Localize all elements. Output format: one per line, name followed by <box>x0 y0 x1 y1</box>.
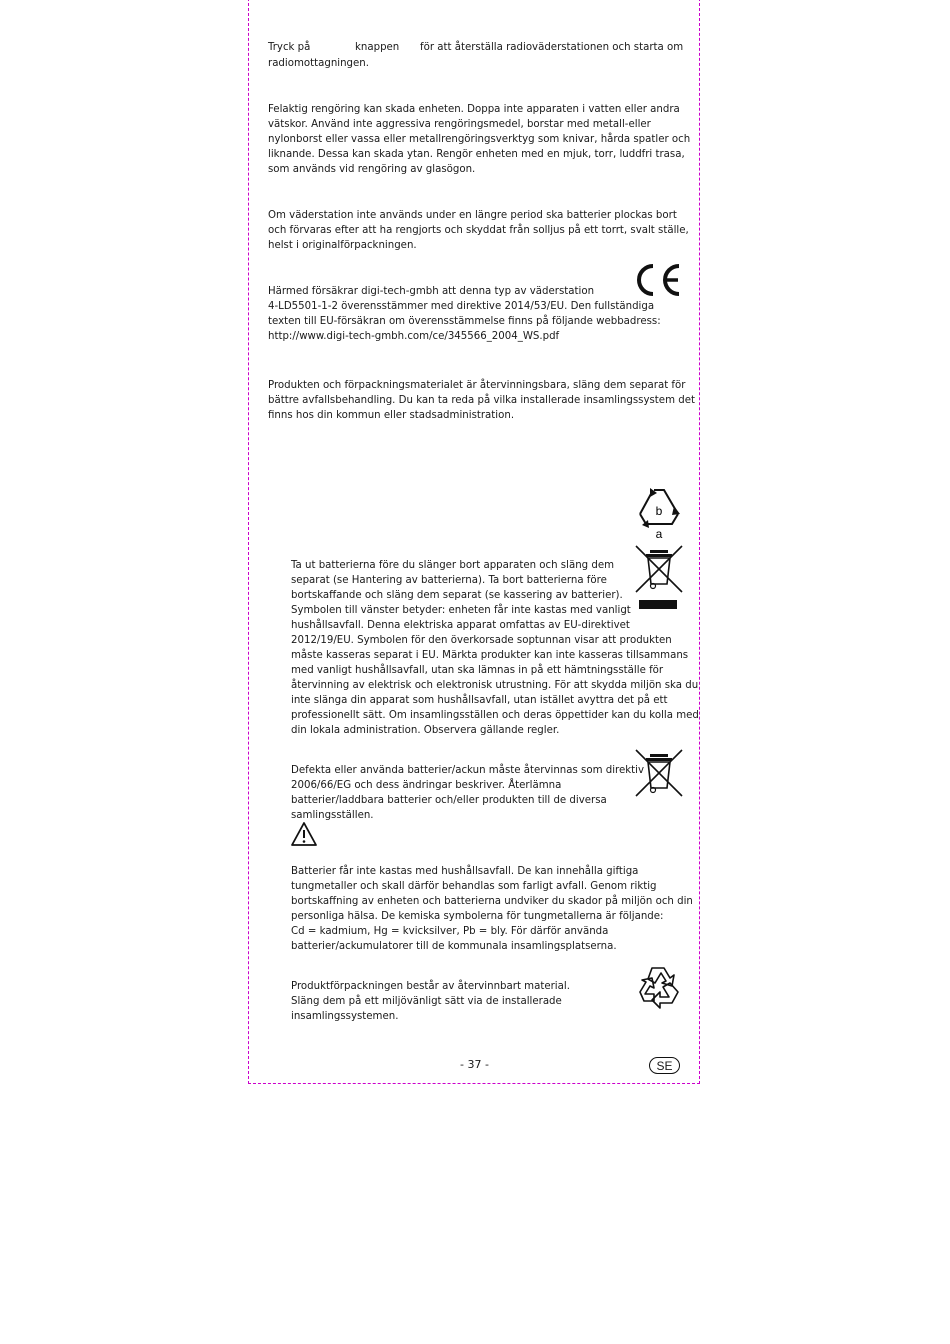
text-line: liknande. Dessa kan skada ytan. Rengör enheten med en mjuk, torr, luddfri trasa, <box>268 149 685 160</box>
crossed-bin-weee-icon <box>634 544 684 612</box>
text-line: Batterier får inte kastas med hushållsavfall. De kan innehålla giftiga <box>291 866 639 877</box>
text-line: vätskor. Använd inte aggressiva rengöringsmedel, borstar med metall-eller <box>268 119 651 130</box>
recycling-triangle-icon <box>634 484 684 544</box>
text-line: måste kasseras separat i EU. Märkta produkter kan inte kasseras tillsammans <box>291 650 689 661</box>
conformity-url: http://www.digi-tech-gmbh.com/ce/345566_2004_WS.pdf <box>268 331 560 342</box>
battery-recycling-paragraph <box>291 763 644 823</box>
text-line: tungmetaller och skall därför behandlas som farligt avfall. Genom riktig <box>291 881 657 892</box>
text-line: finns hos din kommun eller stadsadministration. <box>268 410 515 421</box>
text-line: batterier/ackumulatorer till de kommunala insamlingsplatserna. <box>291 941 617 952</box>
text-line: med vanligt hushållsavfall, utan ska lämnas in på ett hämtningsställe för <box>291 665 664 676</box>
text-line: 2006/66/EG och dess ändringar beskriver. Återlämna <box>291 780 562 791</box>
battery-disposal-paragraph <box>291 864 693 954</box>
text-line: bortskaffande och släng dem separat (se kassering av batterier). <box>291 590 623 601</box>
text-line: 4-LD5501-1-2 överensstämmer med direktive 2014/53/EU. Den fullständiga <box>268 301 655 312</box>
text-line: nylonborst eller vassa eller metallrengöringsverktyg som knivar, hårda spatler och <box>268 134 691 145</box>
text-line: separat (se Hantering av batterierna). Ta bort batterierna före <box>291 575 607 586</box>
recycling-paragraph <box>268 378 695 423</box>
text-line: hushållsavfall. Denna elektriska apparat omfattas av EU-direktivet <box>291 620 630 631</box>
recycle-label-b: b <box>655 504 663 518</box>
text-line: Släng dem på ett miljövänligt sätt via de installerade <box>291 996 562 1007</box>
text-line: Produkten och förpackningsmaterialet är återvinningsbara, släng dem separat för <box>268 380 686 391</box>
text-line: bättre avfallsbehandling. Du kan ta reda på vilka installerade insamlingssystem det <box>268 395 695 406</box>
packaging-paragraph <box>291 979 570 1024</box>
reset-instruction-suffix: för att återställa radioväderstationen och starta om <box>420 42 684 53</box>
storage-paragraph <box>268 208 689 253</box>
text-line: insamlingssystemen. <box>291 1011 399 1022</box>
text-line: Härmed försäkrar digi-tech-gmbh att denna typ av väderstation <box>268 286 595 297</box>
language-badge: SE <box>649 1057 680 1074</box>
text-line: Om väderstation inte används under en längre period ska batterier plockas bort <box>268 210 677 221</box>
text-line: Produktförpackningen består av återvinnbart material. <box>291 981 570 992</box>
text-line: bortskaffning av enheten och batterierna undviker du skador på miljön och din <box>291 896 693 907</box>
text-line: och förvaras efter att ha rengjorts och skyddat från solljus på ett torrt, svalt ställe, <box>268 225 689 236</box>
text-line: som används vid rengöring av glasögon. <box>268 164 476 175</box>
ce-mark-icon <box>634 262 684 298</box>
reset-button-word: knappen <box>355 42 400 53</box>
text-line: 2012/19/EU. Symbolen för den överkorsade soptunnan visar att produkten <box>291 635 672 646</box>
text-line: Felaktig rengöring kan skada enheten. Doppa inte apparaten i vatten eller andra <box>268 104 680 115</box>
text-line: samlingsställen. <box>291 810 374 821</box>
text-line: batterier/laddbara batterier och/eller produkten till de diversa <box>291 795 607 806</box>
warning-triangle-icon <box>290 821 318 847</box>
reset-instruction-prefix: Tryck på <box>268 42 311 53</box>
text-line: återvinning av elektrisk och elektronisk utrustning. För att skydda miljön ska du <box>291 680 699 691</box>
text-line: texten till EU-försäkran om överensstämmelse finns på följande webbadress: <box>268 316 661 327</box>
conformity-paragraph <box>268 284 661 344</box>
text-line: din lokala administration. Observera gällande regler. <box>291 725 560 736</box>
text-line: professionellt sätt. Om insamlingsställen och deras öppettider kan du kolla med <box>291 710 699 721</box>
recycling-arrows-icon <box>634 962 684 1010</box>
text-line: Symbolen till vänster betyder: enheten får inte kastas med vanligt <box>291 605 631 616</box>
page-number: - 37 - <box>460 1058 489 1071</box>
text-line: personliga hälsa. De kemiska symbolerna för tungmetallerna är följande: <box>291 911 664 922</box>
text-line: helst i originalförpackningen. <box>268 240 417 251</box>
text-line: Cd = kadmium, Hg = kvicksilver, Pb = bly. För därför använda <box>291 926 609 937</box>
text-line: Defekta eller använda batterier/ackun måste återvinnas som direktiv <box>291 765 645 776</box>
recycle-label-a: a <box>655 527 663 541</box>
cleaning-paragraph <box>268 102 690 177</box>
crossed-bin-battery-icon <box>634 748 684 800</box>
text-line: Ta ut batterierna före du slänger bort apparaten och släng dem <box>291 560 615 571</box>
text-line: inte slänga din apparat som hushållsavfall, utan istället avyttra det på ett <box>291 695 668 706</box>
reset-instruction-line2: radiomottagningen. <box>268 58 369 69</box>
